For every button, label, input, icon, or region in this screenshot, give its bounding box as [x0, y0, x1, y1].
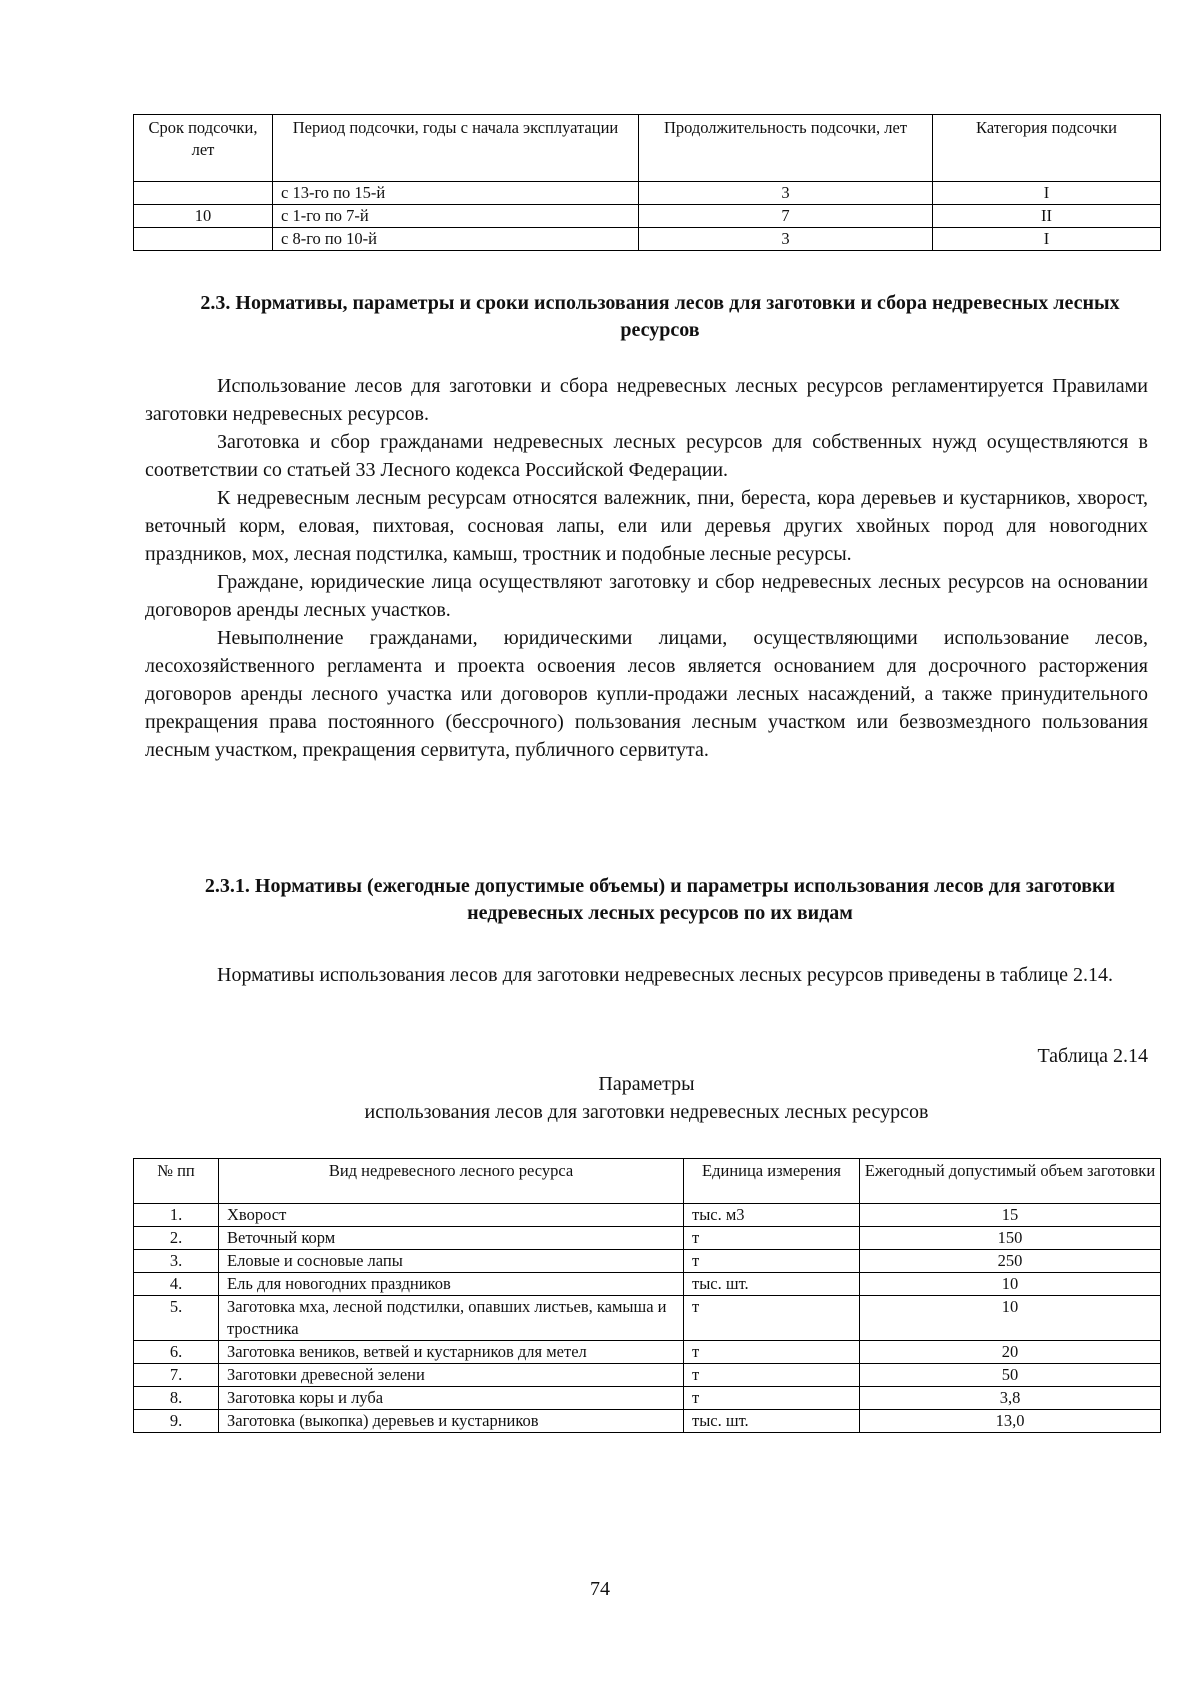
cell-duration: 7 — [639, 205, 933, 228]
cell-term — [134, 182, 273, 205]
table-row — [134, 1273, 1161, 1296]
cell-category: I — [933, 228, 1161, 251]
table-row — [134, 182, 1161, 205]
cell-kind: Заготовка (выкопка) деревьев и кустарников — [219, 1410, 684, 1433]
section-2-3-body — [145, 372, 1148, 764]
paragraph: К недревесным лесным ресурсам относятся валежник, пни, береста, кора деревьев и кустарников, хворост, веточный корм, еловая, пихтовая, сосновая лапы, ели или деревья других хвойных пород для новогодних праздников, мох, лесная подстилка, камыш, тростник и подобные лесные ресурсы. — [145, 487, 1148, 565]
cell-duration: 3 — [639, 182, 933, 205]
cell-volume: 3,8 — [860, 1387, 1161, 1410]
table-row — [134, 1341, 1161, 1364]
cell-volume: 50 — [860, 1364, 1161, 1387]
cell-number: 9. — [134, 1410, 219, 1433]
table-header-row — [134, 1159, 1161, 1204]
cell-volume: 10 — [860, 1296, 1161, 1341]
cell-volume: 150 — [860, 1227, 1161, 1250]
section-2-3-1-heading: 2.3.1. Нормативы (ежегодные допустимые объемы) и параметры использования лесов для заготовки недревесных лесных ресурсов по их видам — [204, 875, 1116, 924]
table-title-line2: использования лесов для заготовки недревесных лесных ресурсов — [364, 1101, 929, 1123]
cell-category: II — [933, 205, 1161, 228]
section-2-3-1-intro: Нормативы использования лесов для заготовки недревесных лесных ресурсов приведены в таблице 2.14. — [217, 964, 1114, 986]
cell-unit: тыс. м3 — [684, 1204, 860, 1227]
cell-kind: Ель для новогодних праздников — [219, 1273, 684, 1296]
tapping-table — [133, 114, 1161, 251]
table-row — [134, 1364, 1161, 1387]
cell-duration: 3 — [639, 228, 933, 251]
cell-number: 4. — [134, 1273, 219, 1296]
cell-volume: 13,0 — [860, 1410, 1161, 1433]
header-term: Срок подсочки, лет — [134, 115, 273, 182]
section-2-3-heading: 2.3. Нормативы, параметры и сроки использования лесов для заготовки и сбора недревесных лесных ресурсов — [200, 292, 1120, 341]
cell-kind: Заготовки древесной зелени — [219, 1364, 684, 1387]
cell-kind: Заготовка коры и луба — [219, 1387, 684, 1410]
cell-unit: т — [684, 1227, 860, 1250]
cell-unit: т — [684, 1387, 860, 1410]
header-number: № пп — [134, 1159, 219, 1204]
cell-unit: т — [684, 1341, 860, 1364]
paragraph: Использование лесов для заготовки и сбора недревесных лесных ресурсов регламентируется Правилами заготовки недревесных ресурсов. — [145, 375, 1148, 425]
table-row — [134, 1387, 1161, 1410]
header-unit: Единица измерения — [684, 1159, 860, 1204]
table-row — [134, 1410, 1161, 1433]
cell-kind: Заготовка мха, лесной подстилки, опавших листьев, камыша и тростника — [219, 1296, 684, 1341]
table-header-row — [134, 115, 1161, 182]
header-kind: Вид недревесного лесного ресурса — [219, 1159, 684, 1204]
header-volume: Ежегодный допустимый объем заготовки — [860, 1159, 1161, 1204]
cell-unit: т — [684, 1250, 860, 1273]
table-row — [134, 1296, 1161, 1341]
header-category: Категория подсочки — [933, 115, 1161, 182]
cell-unit: тыс. шт. — [684, 1273, 860, 1296]
cell-unit: тыс. шт. — [684, 1410, 860, 1433]
paragraph: Невыполнение гражданами, юридическими лицами, осуществляющими использование лесов, лесохозяйственного регламента и проекта освоения лесов является основанием для досрочного расторжения договоров аренды лесного участка или договоров купли-продажи лесных насаждений, а также принудительного прекращения права постоянного (бессрочного) пользования лесным участком или безвозмездного пользования лесным участком, прекращения сервитута, публичного сервитута. — [145, 627, 1148, 761]
cell-unit: т — [684, 1364, 860, 1387]
cell-number: 8. — [134, 1387, 219, 1410]
paragraph: Граждане, юридические лица осуществляют заготовку и сбор недревесных лесных ресурсов на основании договоров аренды лесных участков. — [145, 571, 1148, 621]
table-row — [134, 1204, 1161, 1227]
page-number: 74 — [590, 1578, 610, 1600]
cell-term — [134, 228, 273, 251]
cell-kind: Хворост — [219, 1204, 684, 1227]
paragraph: Заготовка и сбор гражданами недревесных лесных ресурсов для собственных нужд осуществляются в соответствии со статьей 33 Лесного кодекса Российской Федерации. — [145, 431, 1148, 481]
cell-volume: 10 — [860, 1273, 1161, 1296]
cell-number: 6. — [134, 1341, 219, 1364]
cell-kind: Еловые и сосновые лапы — [219, 1250, 684, 1273]
cell-volume: 15 — [860, 1204, 1161, 1227]
cell-period: с 13-го по 15-й — [273, 182, 639, 205]
cell-volume: 20 — [860, 1341, 1161, 1364]
cell-kind: Заготовка веников, ветвей и кустарников для метел — [219, 1341, 684, 1364]
table-title — [145, 1070, 1148, 1126]
cell-kind: Веточный корм — [219, 1227, 684, 1250]
cell-volume: 250 — [860, 1250, 1161, 1273]
header-duration: Продолжительность подсочки, лет — [639, 115, 933, 182]
table-row — [134, 1250, 1161, 1273]
table-title-line1: Параметры — [598, 1073, 695, 1095]
table-row — [134, 228, 1161, 251]
cell-period: с 1-го по 7-й — [273, 205, 639, 228]
cell-number: 1. — [134, 1204, 219, 1227]
cell-category: I — [933, 182, 1161, 205]
cell-period: с 8-го по 10-й — [273, 228, 639, 251]
table-number: Таблица 2.14 — [1037, 1045, 1148, 1067]
cell-number: 7. — [134, 1364, 219, 1387]
non-timber-resources-table — [133, 1158, 1161, 1433]
cell-number: 5. — [134, 1296, 219, 1341]
cell-term: 10 — [134, 205, 273, 228]
header-period: Период подсочки, годы с начала эксплуатации — [273, 115, 639, 182]
cell-unit: т — [684, 1296, 860, 1341]
table-row — [134, 205, 1161, 228]
cell-number: 3. — [134, 1250, 219, 1273]
table-row — [134, 1227, 1161, 1250]
cell-number: 2. — [134, 1227, 219, 1250]
